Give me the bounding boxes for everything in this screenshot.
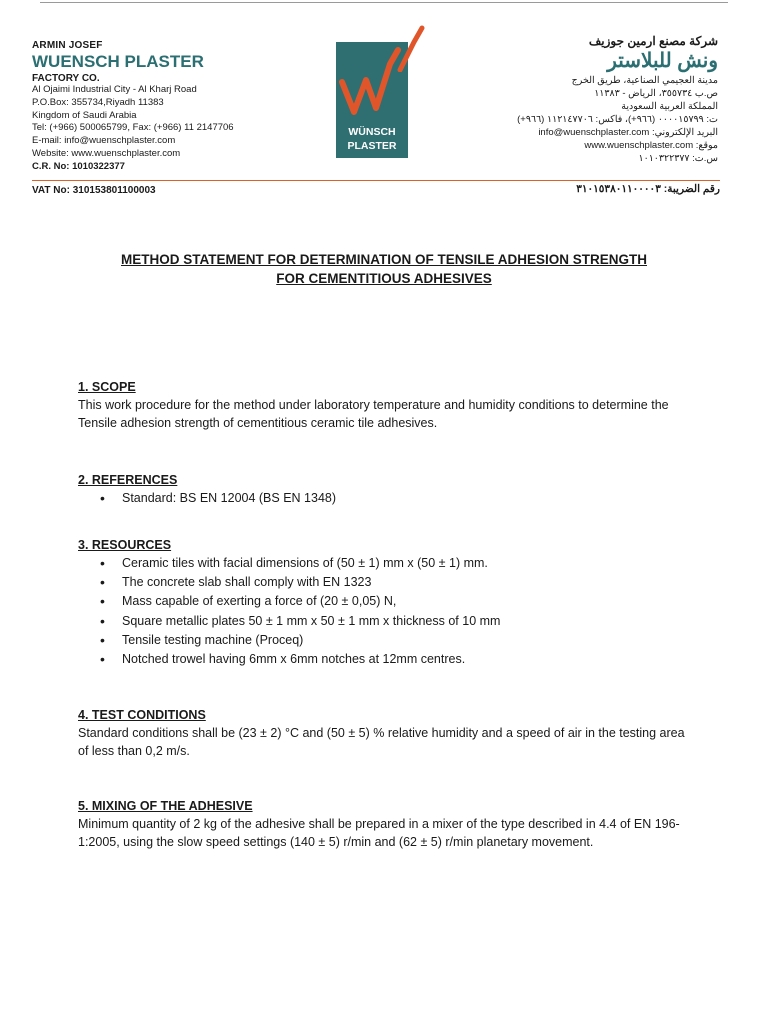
letterhead-divider [32, 180, 720, 181]
address-line: Al Ojaimi Industrial City - Al Kharj Road [32, 84, 197, 95]
references-list [78, 489, 698, 508]
top-scan-rule [40, 2, 728, 3]
arabic-vat-number: رقم الضريبة: ٣١٠١٥٣٨٠١١٠٠٠٠٣ [576, 183, 720, 195]
list-item: • Ceramic tiles with facial dimensions of (50 ± 1) mm x (50 ± 1) mm. [78, 554, 698, 573]
list-item: • Standard: BS EN 12004 (BS EN 1348) [78, 489, 698, 508]
vat-number: VAT No: 310153801100003 [32, 185, 156, 196]
section-scope [78, 378, 698, 432]
section-heading: 2. REFERENCES [78, 473, 178, 487]
resources-list [78, 554, 698, 669]
section-references [78, 471, 698, 508]
arabic-cr-number: س.ت: ١٠١٠٣٢٢٣٧٧ [638, 153, 718, 164]
document-title-line2: FOR CEMENTITIOUS ADHESIVES [276, 271, 492, 286]
section-body: Standard conditions shall be (23 ± 2) °C and (50 ± 5) % relative humidity and a speed of air in the testing area of less than 0,2 m/s. [78, 726, 685, 758]
list-item: • Mass capable of exerting a force of (20 ± 0,05) N, [78, 592, 698, 611]
document-title [40, 250, 728, 288]
section-heading: 3. RESOURCES [78, 538, 172, 552]
list-item: • The concrete slab shall comply with EN 1323 [78, 573, 698, 592]
arabic-website-line [468, 139, 718, 152]
arabic-email-line [468, 126, 718, 139]
cr-number: C.R. No: 1010322377 [32, 160, 125, 172]
arabic-phone-line: ت: ٠٠٠٠١٥٧٩٩ (٩٦٦+)، فاكس: ١١٢١٤٧٧٠٦ (٩٦٦+) [517, 114, 718, 125]
logo-text-line2: PLASTER [347, 140, 397, 152]
arabic-company-name: ونش للبلاستر [607, 50, 718, 72]
arabic-address-line: ص.ب ٣٥٥٧٣٤، الرياض - ١١٣٨٣ [594, 88, 718, 99]
email-line: E-mail: info@wuenschplaster.com [32, 135, 176, 147]
logo-text-line1: WÜNSCH [348, 126, 396, 138]
list-item: • Square metallic plates 50 ± 1 mm x 50 ± 1 mm x thickness of 10 mm [78, 612, 698, 631]
section-mixing [78, 797, 698, 851]
section-heading: 5. MIXING OF THE ADHESIVE [78, 799, 253, 813]
arabic-owner-name: شركة مصنع ارمين جوزيف [588, 34, 718, 48]
owner-name: ARMIN JOSEF [32, 40, 103, 51]
arabic-email-value: info@wuenschplaster.com [538, 127, 650, 138]
section-resources [78, 536, 698, 669]
section-heading: 1. SCOPE [78, 380, 136, 394]
document-title-line1: METHOD STATEMENT FOR DETERMINATION OF TENSILE ADHESION STRENGTH [121, 252, 647, 267]
company-name: WUENSCH PLASTER [32, 52, 204, 71]
section-body: This work procedure for the method under laboratory temperature and humidity conditions to determine the Tensile adhesion strength of cementitious ceramic tile adhesives. [78, 398, 669, 430]
section-heading: 4. TEST CONDITIONS [78, 708, 206, 722]
letterhead-right [468, 34, 718, 165]
logo-swoosh-icon [330, 22, 430, 72]
arabic-address-line: المملكة العربية السعودية [621, 101, 718, 112]
address-line: Kingdom of Saudi Arabia [32, 109, 137, 121]
website-line: Website: www.wuenschplaster.com [32, 147, 181, 159]
list-item: • Notched trowel having 6mm x 6mm notches at 12mm centres. [78, 650, 698, 669]
letterhead-left [32, 40, 332, 174]
arabic-email-label: البريد الإلكتروني: [651, 127, 718, 138]
section-body: Minimum quantity of 2 kg of the adhesive shall be prepared in a mixer of the type described in 4.4 of EN 196-1:2005, using the slow speed settings (140 ± 5) r/min and (62 ± 5) r/min planetary movement. [78, 817, 680, 849]
arabic-address-line: مدينة العجيمي الصناعية، طريق الخرج [571, 75, 718, 86]
list-item: • Tensile testing machine (Proceq) [78, 631, 698, 650]
phone-line: Tel: (+966) 500065799, Fax: (+966) 11 2147706 [32, 122, 234, 134]
arabic-website-value: www.wuenschplaster.com [584, 140, 694, 151]
arabic-website-label: موقع: [695, 140, 718, 151]
address-line: P.O.Box: 355734,Riyadh 11383 [32, 96, 164, 108]
section-test-conditions [78, 706, 698, 760]
company-subtitle: FACTORY CO. [32, 73, 100, 84]
